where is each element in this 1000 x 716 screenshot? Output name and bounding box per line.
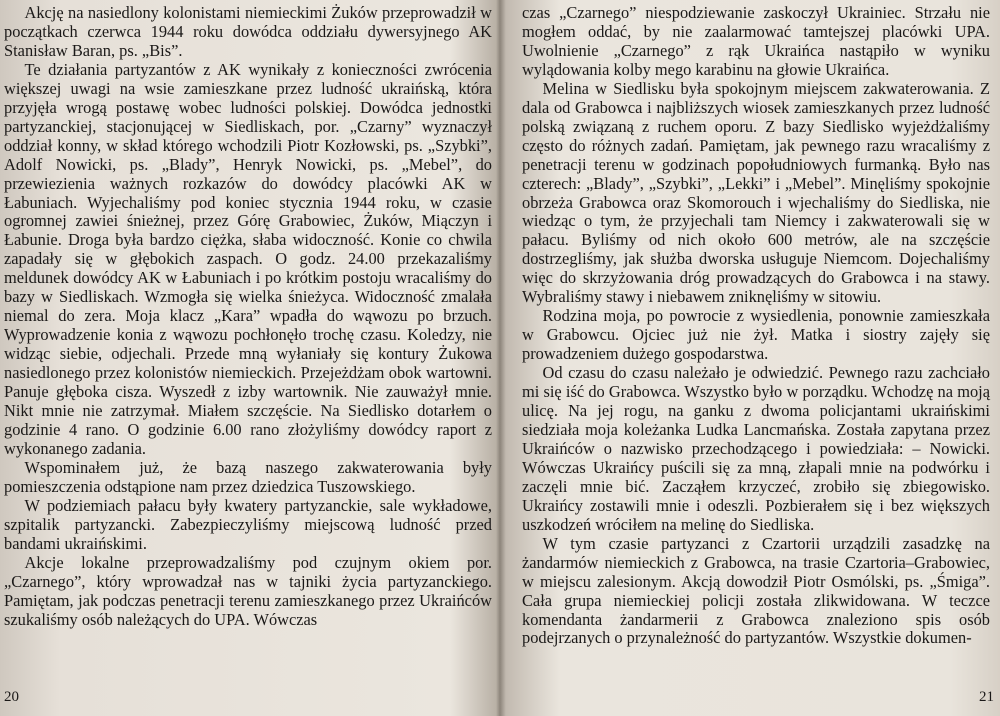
left-page bbox=[0, 0, 498, 716]
paragraph: W tym czasie partyzanci z Czartorii urządzili zasadzkę na żandarmów niemieckich z Grabowca, na trasie Czartoria–Grabowiec, w miejscu zalesionym. Akcją dowodził Piotr Osmólski, ps. „Śmiga”. Cała grupa niemieckiej policji została zlikwidowana. W teczce komendanta żandarmerii z Grabowca znaleziono spis osób podejrzanych o przynależność do partyzantów. Wszystkie dokumen- bbox=[522, 533, 990, 648]
page-number: 21 bbox=[979, 689, 994, 705]
right-page-text bbox=[522, 4, 990, 648]
left-page-text bbox=[4, 4, 492, 629]
right-page bbox=[502, 0, 1000, 716]
paragraph: Akcje lokalne przeprowadzaliśmy pod czujnym okiem por. „Czarnego”, który wprowadzał nas w tajniki życia partyzanckiego. Pamiętam, jak podczas penetracji terenu zamieszkanego przez Ukraińców szukaliśmy osób należących do UPA. Wówczas bbox=[4, 552, 492, 629]
paragraph: Melina w Siedlisku była spokojnym miejscem zakwaterowania. Z dala od Grabowca i najbliższych wiosek zamieszkanych przez ludność polską związaną z ruchem oporu. Z bazy Siedlisko wyjeżdżaliśmy często do różnych zadań. Pamiętam, jak pewnego razu wracaliśmy z penetracji terenu w godzinach popołudniowych furmanką. Było nas czterech: „Blady”, „Szybki”, „Lekki” i „Mebel”. Minęliśmy spokojnie obrzeża Grabowca oraz Skomorouch i wjechaliśmy do Siedliska, nie wiedząc o tym, że przyjechali tam Niemcy i zakwaterowali się w pałacu. Byliśmy od nich około 600 metrów, ale na szczęście dostrzegliśmy, jak służba dworska usługuje Niemcom. Dojechaliśmy więc do skrzyżowania dróg prowadzących do Grabowca i na stawy. Wybraliśmy stawy i niebawem zniknęliśmy w sitowiu. bbox=[522, 78, 990, 307]
paragraph: W podziemiach pałacu były kwatery partyzanckie, sale wykładowe, szpitalik partyzancki. Zabezpieczyliśmy miejscową ludność przed bandami ukraińskimi. bbox=[4, 495, 492, 553]
paragraph: Akcję na nasiedlony kolonistami niemieckimi Żuków przeprowadził w początkach czerwca 1944 roku dowódca oddziału dywersyjnego AK Stanisław Baran, ps. „Bis”. bbox=[4, 3, 492, 60]
paragraph: czas „Czarnego” niespodziewanie zaskoczył Ukrainiec. Strzału nie mogłem oddać, by nie zaalarmować tamtejszej placówki UPA. Uwolnienie „Czarnego” z rąk Ukraińca nastąpiło w wyniku wylądowania kolby mego karabinu na głowie Ukraińca. bbox=[522, 3, 990, 79]
paragraph: Rodzina moja, po powrocie z wysiedlenia, ponownie zamieszkała w Grabowcu. Ojciec już nie żył. Matka i siostry zajęły się prowadzeniem dużego gospodarstwa. bbox=[522, 306, 990, 364]
paragraph: Od czasu do czasu należało je odwiedzić. Pewnego razu zachciało mi się iść do Grabowca. Wszystko było w porządku. Wchodzę na moją ulicę. Na jej rogu, na ganku z dwoma policjantami ukraińskimi siedziała moja koleżanka Ludka Lancmańska. Została zapytana przez Ukraińców o nazwisko przechodzącego i powiedziała: – Nowicki. Wówczas Ukraińcy puścili się za mną, złapali mnie na podwórku i zaczęli mnie bić. Zacząłem krzyczeć, zrobiło się zbiegowisko. Ukraińcy zostawili mnie i odeszli. Pozbierałem się i bez większych uszkodzeń wróciłem na melinę do Siedliska. bbox=[522, 363, 990, 534]
page-number: 20 bbox=[4, 689, 19, 705]
paragraph: Wspominałem już, że bazą naszego zakwaterowania były pomieszczenia odstąpione nam przez dziedzica Tuszowskiego. bbox=[4, 457, 492, 496]
paragraph: Te działania partyzantów z AK wynikały z konieczności zwrócenia większej uwagi na wsie zamieszkane przez ludność ukraińską, która przyjęła wrogą postawę wobec ludności polskiej. Dowódca jednostki partyzanckiej, stacjonującej w Siedliskach, por. „Czarny” wyznaczył oddział konny, w skład którego wchodzili Piotr Kozłowski, ps. „Szybki”, Adolf Nowicki, ps. „Blady”, Henryk Nowicki, ps. „Mebel”, do przewiezienia ważnych rozkazów do dowódcy placówki AK w Łabuniach. Wyjechaliśmy pod koniec stycznia 1944 roku, w czasie ogromnej zawiei śnieżnej, przez Górę Grabowiec, Żuków, Miączyn i Łabunie. Droga była bardzo ciężka, słaba widoczność. Konie co chwila zapadały się w głębokich zaspach. O godz. 24.00 przekazaliśmy meldunek dowódcy AK w Łabuniach i po krótkim postoju wracaliśmy do bazy w Siedliskach. Wzmogła się wielka śnieżyca. Widoczność zmalała niemal do zera. Moja klacz „Kara” wpadła do wąwozu po brzuch. Wyprowadzenie konia z wąwozu pochłonęło trochę czasu. Koledzy, nie widząc siebie, odjechali. Przede mną wyłaniały się kontury Żukowa nasiedlonego przez kolonistów niemieckich. Przejeżdżam obok wartowni. Panuje głęboka cisza. Wyszedł z izby wartownik. Nie zauważył mnie. Nikt mnie nie zatrzymał. Miałem szczęście. Na Siedlisko dotarłem o godzinie 4 rano. O godzinie 6.00 rano złożyliśmy dowódcy raport z wykonanego zadania. bbox=[4, 59, 492, 458]
